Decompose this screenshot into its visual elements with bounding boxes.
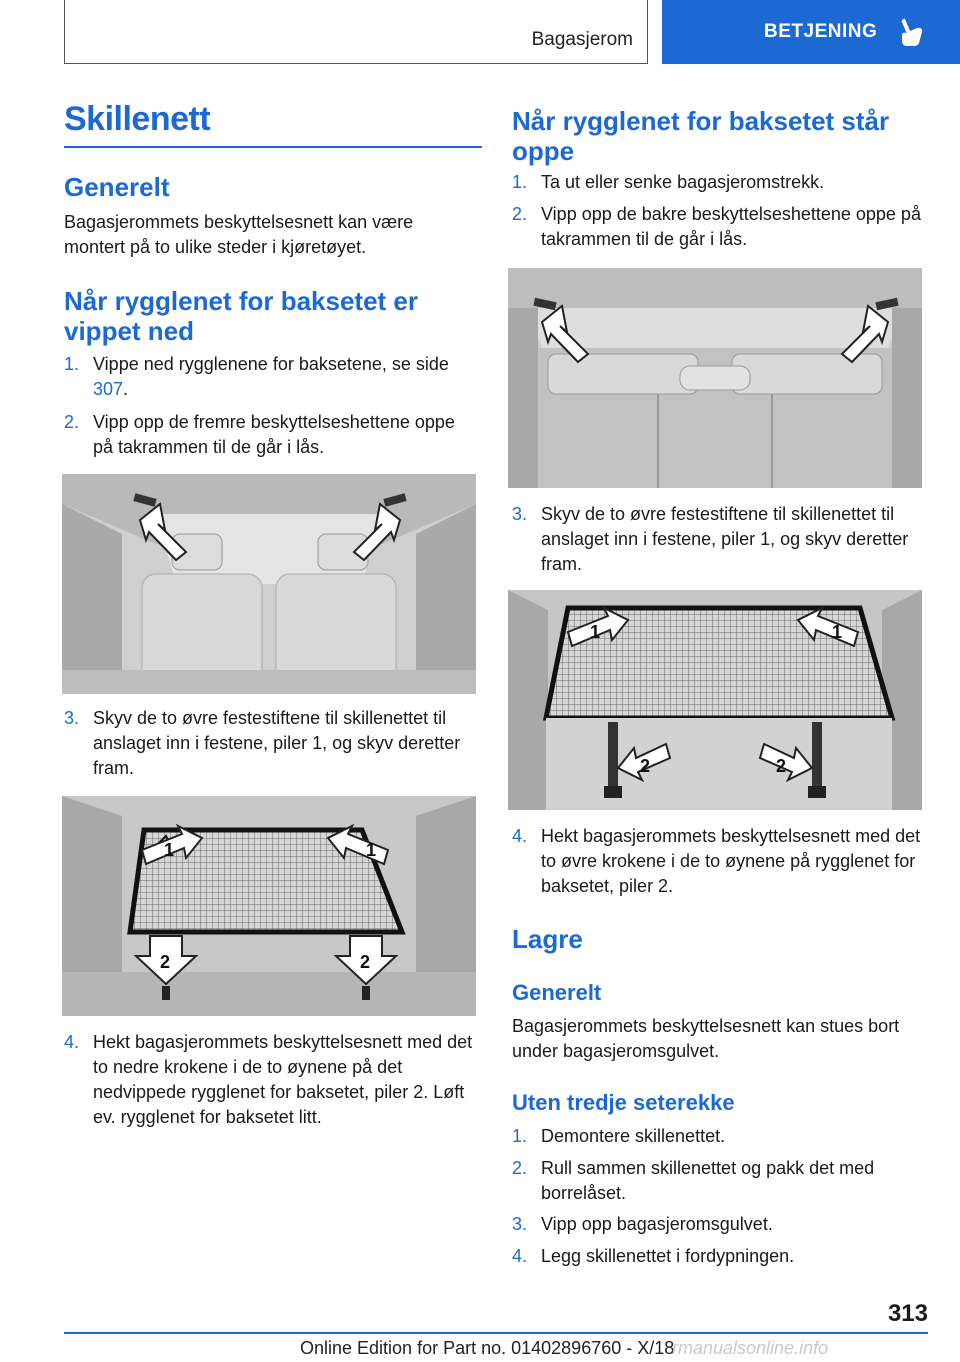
right-step-4-number: 4.	[512, 826, 528, 846]
right-step-4-text: Hekt bagasjerommets beskyttelsesnett med det to øvre krokene i de to øynene på rygglenet for baksetet, piler 2.	[541, 826, 921, 896]
left-figure-net-installation	[62, 796, 476, 1016]
right-lagre-generelt-heading: Generelt	[512, 980, 602, 1005]
left-step-3-number: 3.	[64, 708, 80, 728]
right-lagre-generelt-text: Bagasjerommets beskyttelsesnett kan stues bort under bagasjeromsgulvet.	[512, 1016, 900, 1061]
right-uten-step-2-number: 2.	[512, 1158, 528, 1178]
header-chapter-title: BETJENING	[764, 21, 878, 42]
right-uten-step-1-text: Demontere skillenettet.	[541, 1126, 726, 1146]
right-fig2-label-2a: 2	[640, 756, 651, 776]
left-figure-headliner-caps	[62, 474, 476, 694]
right-step-1	[512, 170, 932, 195]
right-uten-step-1-number: 1.	[512, 1126, 528, 1146]
right-uten-heading: Uten tredje seterekke	[512, 1090, 735, 1115]
left-step-2-text: Vipp opp de fremre beskyttelseshettene oppe på takrammen til de går i lås.	[93, 412, 455, 457]
right-step-3-text: Skyv de to øvre festestiftene til skillenettet til anslaget inn i festene, piler 1, og skyv deretter fram.	[541, 504, 909, 574]
left-step-4	[64, 1030, 482, 1130]
right-step-4	[512, 824, 932, 900]
right-uten-step-2-text: Rull sammen skillenettet og pakk det med borrelåset.	[541, 1158, 875, 1203]
left-fig2-label-1a: 1	[164, 840, 175, 860]
left-generelt-heading-text: Generelt	[64, 172, 170, 202]
right-uten-step-3-text: Vipp opp bagasjeromsgulvet.	[541, 1214, 773, 1234]
right-step-1-text: Ta ut eller senke bagasjeromstrekk.	[541, 172, 825, 192]
left-step-1-text	[93, 352, 473, 402]
left-step-1-period: .	[123, 379, 129, 399]
right-step-1-number: 1.	[512, 172, 528, 192]
left-generelt-text: Bagasjerommets beskyttelsesnett kan være montert på to ulike steder i kjøretøyet.	[64, 212, 414, 257]
left-fig2-label-1b: 1	[366, 840, 377, 860]
page-number: 313	[887, 1300, 928, 1327]
left-fig2-label-2a: 2	[160, 952, 171, 972]
left-step-3	[64, 706, 482, 782]
right-step-3-number: 3.	[512, 504, 528, 524]
right-uten-step-4-text: Legg skillenettet i fordypningen.	[541, 1246, 795, 1266]
right-step-2	[512, 202, 932, 252]
left-section-heading: Når rygglenet for baksetet er vippet ned	[64, 286, 419, 346]
right-lagre-heading: Lagre	[512, 924, 583, 954]
left-generelt-heading	[64, 172, 170, 202]
left-step-1-body: Vippe ned rygglenene for baksetene, se side	[93, 354, 449, 374]
left-fig2-label-2b: 2	[360, 952, 371, 972]
left-step-4-text: Hekt bagasjerommets beskyttelsesnett med det to nedre krokene i de to øynene på det nedvippede rygglenet for baksetet, piler 2. Løft ev. rygglenet for baksetet litt.	[93, 1032, 473, 1127]
right-uten-step-4-number: 4.	[512, 1246, 528, 1266]
left-step-1-number: 1.	[64, 354, 80, 374]
right-step-3	[512, 502, 932, 578]
left-step-1	[64, 352, 482, 402]
footer-divider	[64, 1332, 928, 1334]
right-step-2-text: Vipp opp de bakre beskyttelseshettene oppe på takrammen til de går i lås.	[541, 204, 921, 249]
right-uten-step-1	[512, 1124, 932, 1149]
left-step-1-page-link[interactable]: 307	[93, 379, 124, 399]
right-fig2-label-1a: 1	[590, 622, 601, 642]
right-uten-step-3	[512, 1212, 932, 1237]
right-figure-net-installation	[508, 590, 922, 810]
left-step-2-number: 2.	[64, 412, 80, 432]
right-fig2-label-1b: 1	[832, 622, 843, 642]
right-uten-step-4	[512, 1244, 932, 1269]
footer-watermark: rmanualsonline.info	[672, 1338, 829, 1358]
right-uten-step-3-number: 3.	[512, 1214, 528, 1234]
page-title: Skillenett	[64, 100, 211, 138]
header-section-box	[64, 0, 648, 64]
left-step-3-text: Skyv de to øvre festestiftene til skillenettet til anslaget inn i festene, piler 1, og skyv deretter fram.	[93, 708, 461, 778]
right-step-2-number: 2.	[512, 204, 528, 224]
left-step-4-number: 4.	[64, 1032, 80, 1052]
header-section-title: Bagasjerom	[531, 29, 633, 50]
right-section-heading: Når rygglenet for baksetet står oppe	[512, 106, 890, 166]
right-uten-step-2	[512, 1156, 932, 1206]
footer-edition: Online Edition for Part no. 01402896760 - X/18	[300, 1338, 675, 1358]
right-fig2-label-2b: 2	[776, 756, 787, 776]
hand-pointer-icon	[899, 17, 925, 47]
left-step-2	[64, 410, 482, 460]
title-divider	[64, 146, 482, 148]
right-figure-headliner-caps	[508, 268, 922, 488]
header-chapter-tab[interactable]	[662, 0, 960, 64]
